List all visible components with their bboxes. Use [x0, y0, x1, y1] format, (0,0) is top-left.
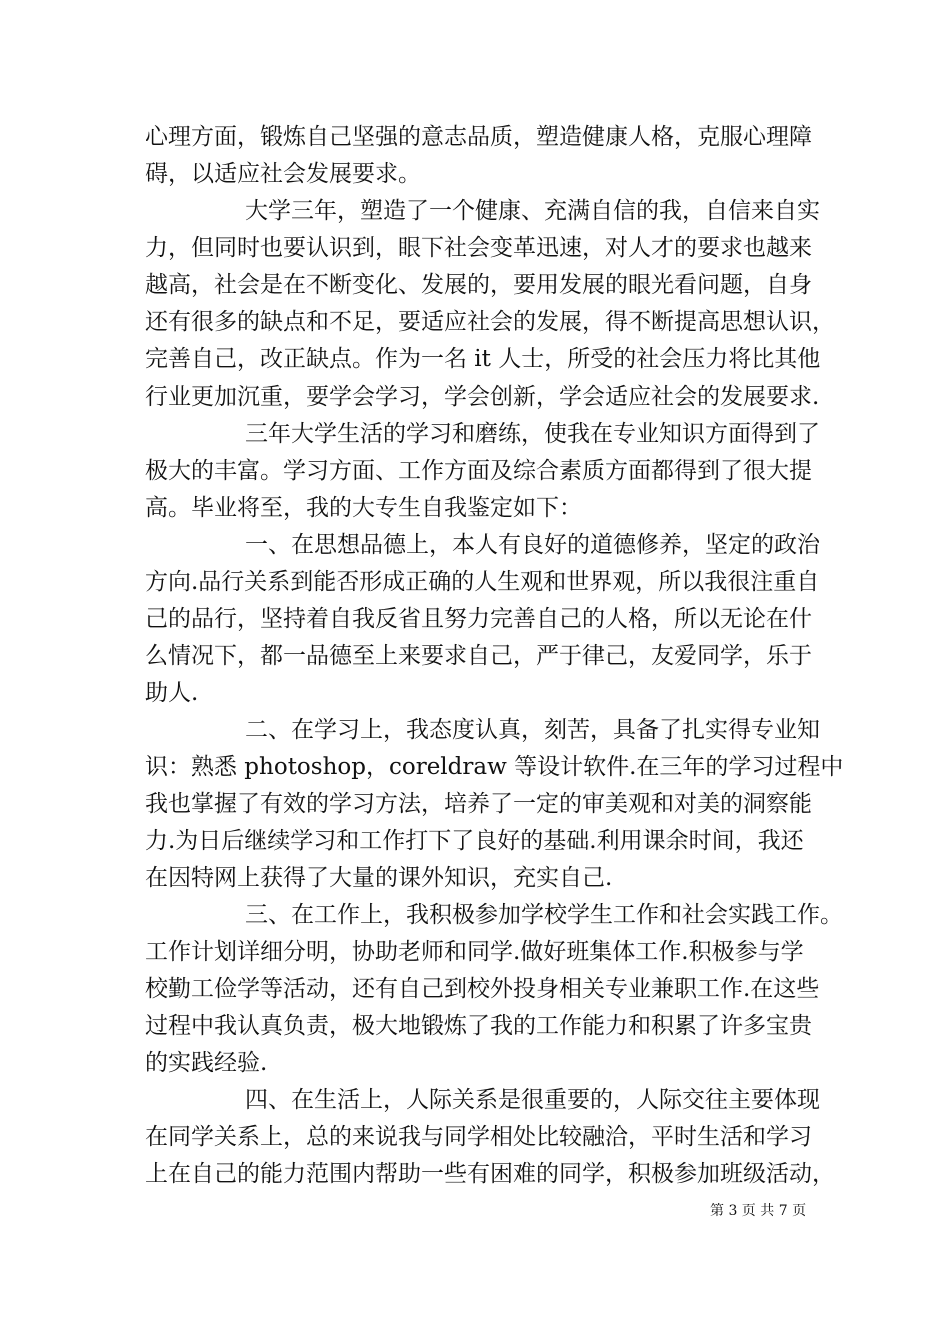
text-line: 完善自己，改正缺点。作为一名 it 人士，所受的社会压力将比其他	[145, 346, 821, 372]
text-line: 工作计划详细分明，协助老师和同学.做好班集体工作.积极参与学	[145, 939, 804, 965]
text-line: 碍，以适应社会发展要求。	[145, 161, 421, 187]
text-line: 校勤工俭学等活动，还有自己到校外投身相关专业兼职工作.在这些	[145, 976, 820, 1002]
paragraph-start-line: 一、在思想品德上，本人有良好的道德修养，坚定的政治	[245, 532, 820, 558]
text-line: 在同学关系上，总的来说我与同学相处比较融洽，平时生活和学习	[145, 1124, 812, 1150]
text-line: 过程中我认真负责，极大地锻炼了我的工作能力和积累了许多宝贵	[145, 1013, 812, 1039]
text-line: 力.为日后继续学习和工作打下了良好的基础.利用课余时间，我还	[145, 828, 804, 854]
text-line: 己的品行，坚持着自我反省且努力完善自己的人格，所以无论在什	[145, 606, 812, 632]
text-line: 高。毕业将至，我的大专生自我鉴定如下：	[145, 495, 582, 521]
text-line: 力，但同时也要认识到，眼下社会变革迅速，对人才的要求也越来	[145, 235, 812, 261]
text-line: 方向.品行关系到能否形成正确的人生观和世界观，所以我很注重自	[145, 569, 820, 595]
text-line: 识：熟悉 photoshop，coreldraw 等设计软件.在三年的学习过程中	[145, 754, 844, 780]
text-line: 么情况下，都一品德至上来要求自己，严于律己，友爱同学，乐于	[145, 643, 812, 669]
paragraph-start-line: 四、在生活上，人际关系是很重要的，人际交往主要体现	[245, 1087, 820, 1113]
paragraph-start-line: 二、在学习上，我态度认真，刻苦，具备了扎实得专业知	[245, 717, 820, 743]
text-line: 极大的丰富。学习方面、工作方面及综合素质方面都得到了很大提	[145, 458, 812, 484]
text-line: 还有很多的缺点和不足，要适应社会的发展，得不断提高思想认识，	[145, 309, 835, 335]
text-line: 越高，社会是在不断变化、发展的，要用发展的眼光看问题，自身	[145, 272, 812, 298]
text-line: 我也掌握了有效的学习方法，培养了一定的审美观和对美的洞察能	[145, 791, 812, 817]
text-line: 行业更加沉重，要学会学习，学会创新，学会适应社会的发展要求.	[145, 384, 820, 410]
text-line: 上在自己的能力范围内帮助一些有困难的同学，积极参加班级活动，	[145, 1161, 835, 1187]
paragraph-start-line: 三、在工作上，我积极参加学校学生工作和社会实践工作。	[245, 902, 843, 928]
text-line: 的实践经验.	[145, 1050, 268, 1076]
text-line: 心理方面，锻炼自己坚强的意志品质，塑造健康人格，克服心理障	[145, 124, 812, 150]
page-footer: 第 3 页 共 7 页	[710, 1203, 807, 1219]
text-line: 助人.	[145, 680, 199, 706]
paragraph-start-line: 三年大学生活的学习和磨练，使我在专业知识方面得到了	[245, 421, 820, 447]
paragraph-start-line: 大学三年，塑造了一个健康、充满自信的我，自信来自实	[245, 198, 820, 224]
text-line: 在因特网上获得了大量的课外知识，充实自己.	[145, 865, 613, 891]
